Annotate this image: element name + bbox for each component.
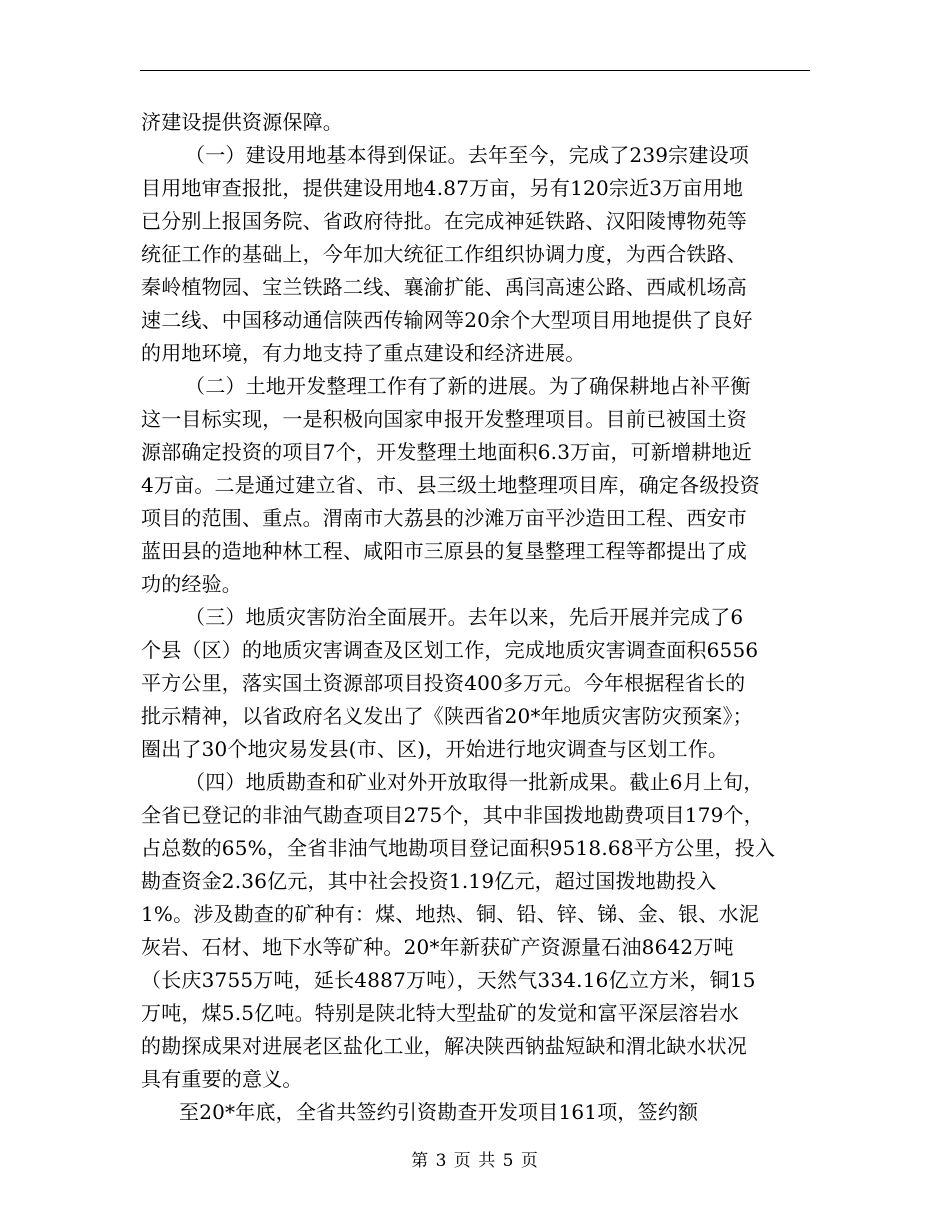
- text-line: 具有重要的意义。: [141, 1067, 303, 1091]
- text-line: （长庆3755万吨，延长4887万吨），天然气334.16亿立方米，铜15: [141, 968, 756, 992]
- text-line: 已分别上报国务院、省政府待批。在完成神延铁路、汉阳陵博物苑等: [141, 209, 747, 233]
- text-line: 4万亩。二是通过建立省、市、县三级土地整理项目库，确定各级投资: [141, 473, 760, 497]
- text-line: 项目的范围、重点。渭南市大荔县的沙滩万亩平沙造田工程、西安市: [141, 506, 747, 530]
- text-line: 全省已登记的非油气勘查项目275个，其中非国拨地勘费项目179个，: [141, 803, 764, 827]
- paragraph-3-start: （三）地质灾害防治全面展开。去年以来，先后开展并完成了6: [185, 605, 744, 629]
- text-line: 的勘探成果对进展老区盐化工业，解决陕西钠盐短缺和渭北缺水状况: [141, 1034, 747, 1058]
- text-line: 目用地审查报批，提供建设用地4.87万亩，另有120宗近3万亩用地: [141, 176, 744, 200]
- text-line: 平方公里，落实国土资源部项目投资400多万元。今年根据程省长的: [141, 671, 746, 695]
- text-line: 圈出了30个地灾易发县(市、区)，开始进行地灾调查与区划工作。: [141, 737, 729, 761]
- text-line: 灰岩、石材、地下水等矿种。20*年新获矿产资源量石油8642万吨: [141, 935, 734, 959]
- paragraph-5-start: 至20*年底，全省共签约引资勘查开发项目161项，签约额: [179, 1100, 699, 1124]
- text-line: 功的经验。: [141, 572, 242, 596]
- text-line: 统征工作的基础上，今年加大统征工作组织协调力度，为西合铁路、: [141, 242, 747, 266]
- header-rule: [140, 70, 810, 71]
- text-line: 批示精神，以省政府名义发出了《陕西省20*年地质灾害防灾预案》；: [141, 704, 753, 728]
- text-line: 个县（区）的地质灾害调查及区划工作，完成地质灾害调查面积6556: [141, 638, 759, 662]
- text-line: 这一目标实现，一是积极向国家申报开发整理项目。目前已被国土资: [141, 407, 747, 431]
- text-line: 济建设提供资源保障。: [141, 110, 343, 134]
- document-body: [141, 106, 813, 1129]
- text-line: 秦岭植物园、宝兰铁路二线、襄渝扩能、禹闫高速公路、西咸机场高: [141, 275, 747, 299]
- text-line: 占总数的65%，全省非油气地勘项目登记面积9518.68平方公里，投入: [141, 836, 776, 860]
- paragraph-2-start: （二）土地开发整理工作有了新的进展。为了确保耕地占补平衡: [185, 374, 751, 398]
- paragraph-1-start: （一）建设用地基本得到保证。去年至今，完成了239宗建设项: [185, 143, 749, 167]
- text-line: 勘查资金2.36亿元，其中社会投资1.19亿元，超过国拨地勘投入: [141, 869, 717, 893]
- paragraph-4-start: （四）地质勘查和矿业对外开放取得一批新成果。截止6月上旬，: [185, 770, 764, 794]
- page-footer: 第 3 页 共 5 页: [411, 1151, 539, 1171]
- text-line: 源部确定投资的项目7个，开发整理土地面积6.3万亩，可新增耕地近: [141, 440, 752, 464]
- text-line: 1%。涉及勘查的矿种有：煤、地热、铜、铅、锌、锑、金、银、水泥: [141, 902, 759, 926]
- text-line: 蓝田县的造地种林工程、咸阳市三原县的复垦整理工程等都提出了成: [141, 539, 747, 563]
- text-line: 速二线、中国移动通信陕西传输网等20余个大型项目用地提供了良好: [141, 308, 753, 332]
- text-line: 的用地环境，有力地支持了重点建设和经济进展。: [141, 341, 586, 365]
- text-line: 万吨，煤5.5亿吨。特别是陕北特大型盐矿的发觉和富平深层溶岩水: [141, 1001, 740, 1025]
